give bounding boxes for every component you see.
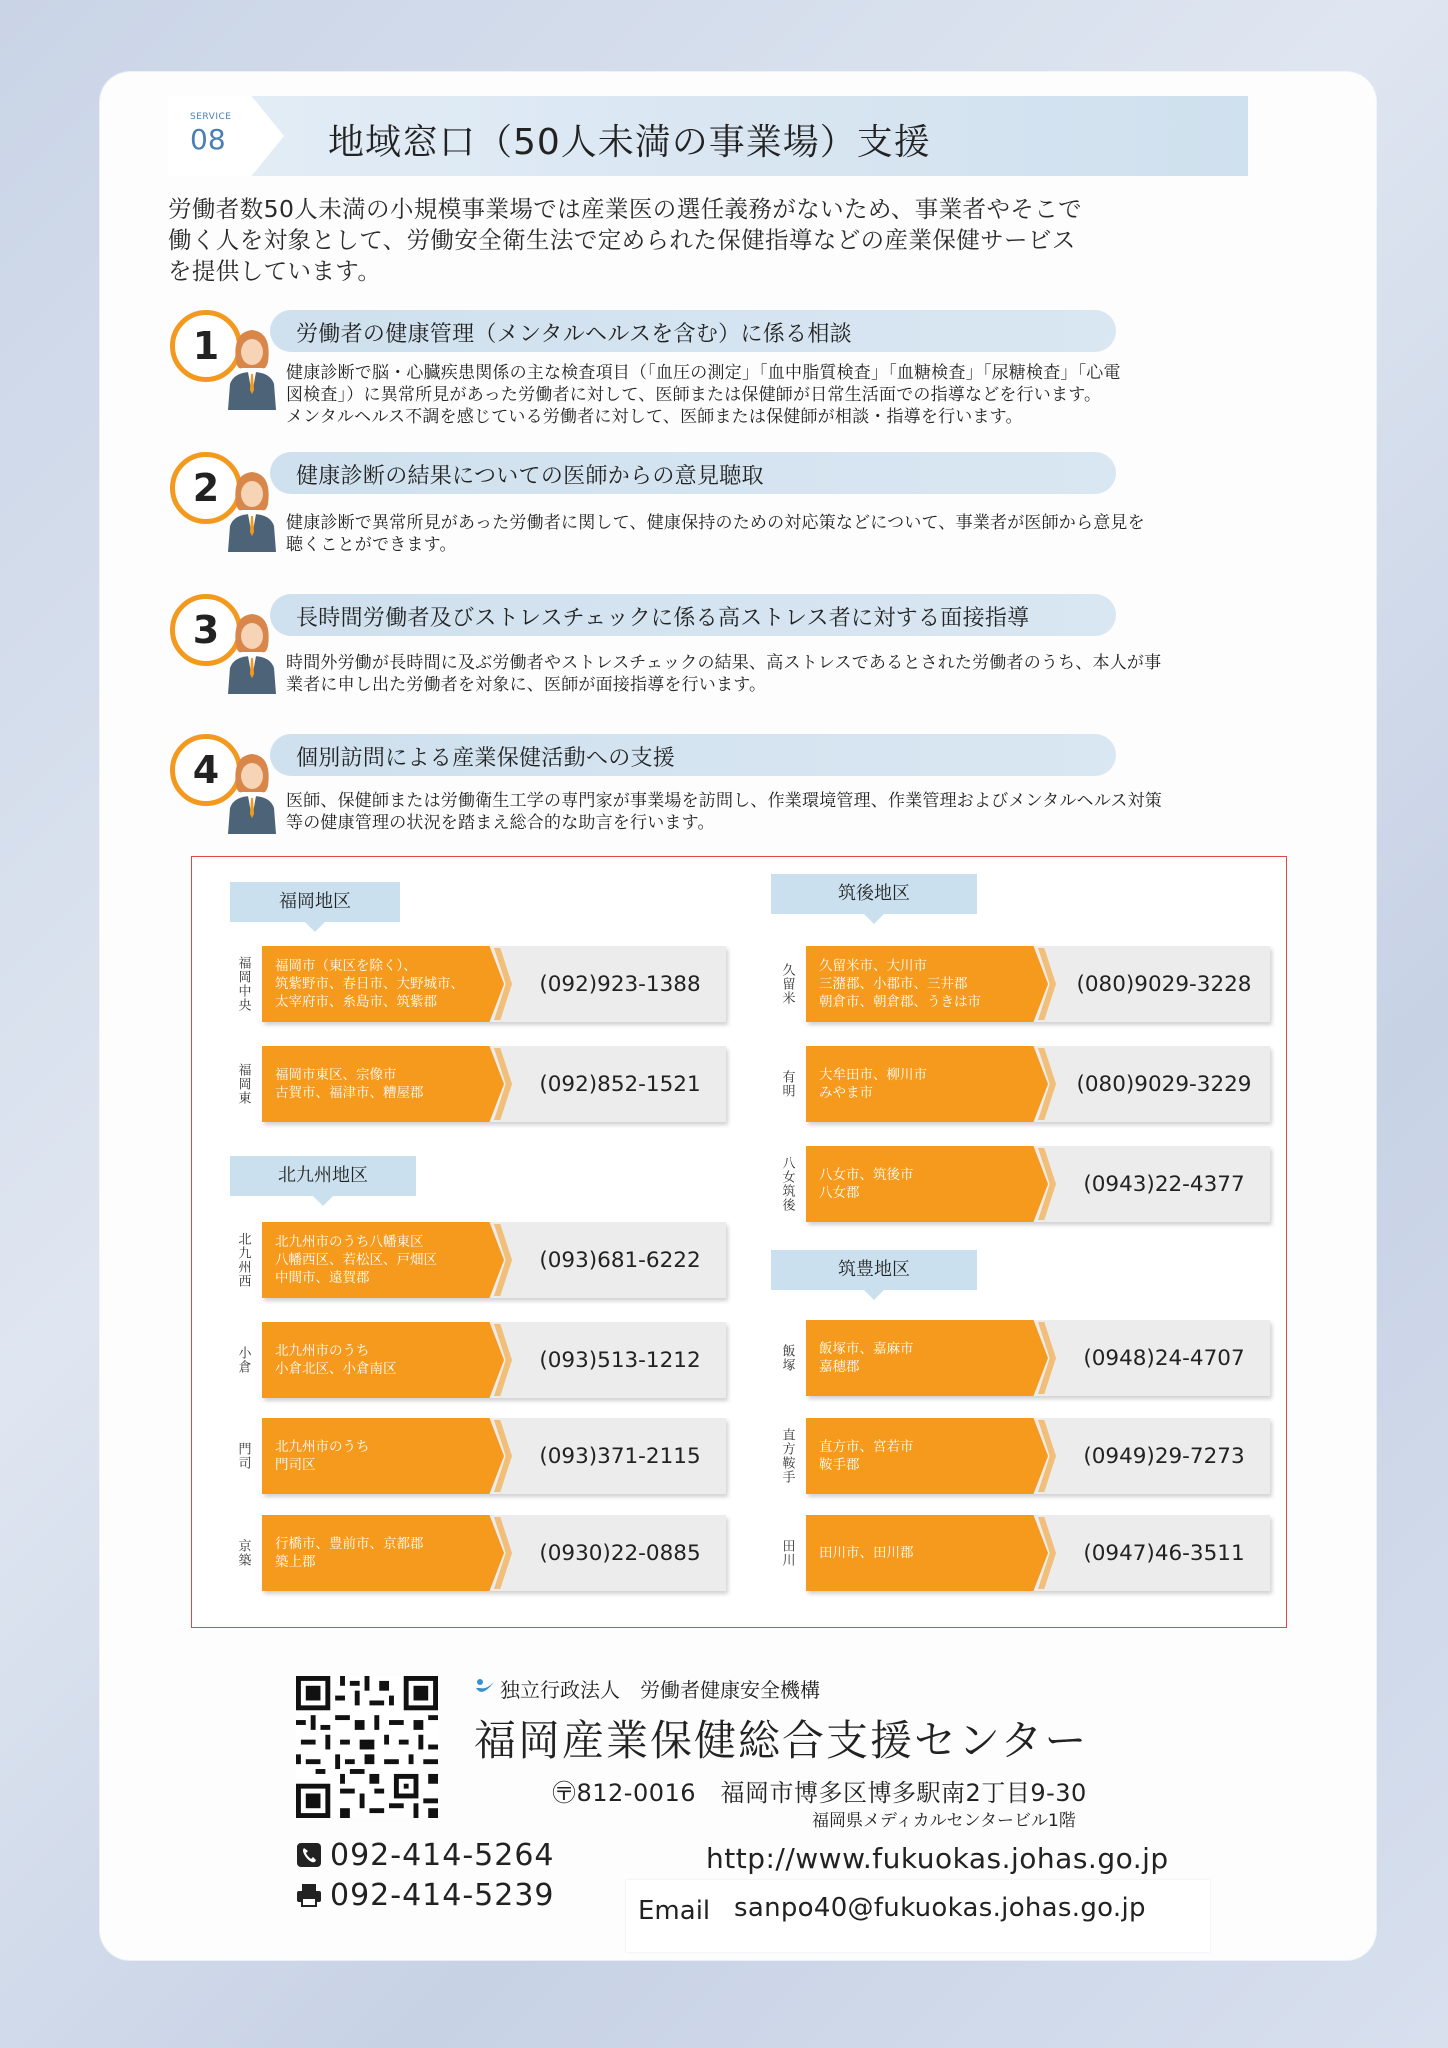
email-address[interactable]: sanpo40@fukuokas.johas.go.jp	[734, 1893, 1146, 1923]
office-row-ariake	[776, 1046, 1276, 1122]
tel-number[interactable]: 092-414-5264	[330, 1838, 555, 1873]
office-phone[interactable]: (080)9029-3228	[1076, 971, 1252, 997]
service-title: 個別訪問による産業保健活動への支援	[296, 746, 676, 771]
service-label: SERVICE	[190, 112, 232, 122]
office-row-fukuoka-chuo	[232, 946, 732, 1022]
qr-code-icon[interactable]	[296, 1676, 438, 1818]
desc-line: 等の健康管理の状況を踏まえ総合的な助言を行います。	[286, 813, 715, 833]
desc-line: 図検査」）に異常所見があった労働者に対して、医師または保健師が日常生活面での指導などを行います。	[286, 385, 1102, 405]
office-label: 京築	[235, 1539, 251, 1567]
office-phone[interactable]: (093)513-1212	[539, 1347, 701, 1373]
office-label: 小倉	[235, 1346, 251, 1374]
office-phone[interactable]: (0948)24-4707	[1083, 1345, 1245, 1371]
page-title: 地域窓口（50人未満の事業場）支援	[328, 122, 931, 163]
office-phone[interactable]: (092)923-1388	[539, 971, 701, 997]
desc-line: 健康診断で脳・心臓疾患関係の主な検査項目（「血圧の測定」「血中脂質検査」「血糖検査」「尿糖検査」「心電	[286, 363, 1121, 383]
service-description	[286, 790, 1286, 834]
tel-row	[296, 1838, 555, 1873]
office-label: 直方鞍手	[779, 1428, 795, 1484]
phone-icon	[296, 1842, 322, 1868]
office-row-fukuoka-higashi	[232, 1046, 732, 1122]
website-link[interactable]: http://www.fukuokas.johas.go.jp	[706, 1842, 1169, 1875]
service-title: 長時間労働者及びストレスチェックに係る高ストレス者に対する面接指導	[296, 606, 1030, 631]
office-phone[interactable]: (0949)29-7273	[1083, 1443, 1245, 1469]
office-phone[interactable]: (093)681-6222	[539, 1247, 701, 1273]
region-header-fukuoka: 福岡地区	[230, 882, 400, 922]
office-row-kokura	[232, 1322, 732, 1398]
intro-line: 働く人を対象として、労働安全衛生法で定められた保健指導などの産業保健サービス	[168, 226, 1076, 254]
email-label: Email	[638, 1896, 711, 1926]
office-row-iizuka	[776, 1320, 1276, 1396]
service-title: 健康診断の結果についての医師からの意見聴取	[296, 464, 764, 489]
office-label: 久留米	[779, 963, 795, 1005]
organization-name: 福岡産業保健総合支援センター	[474, 1716, 1089, 1765]
region-header-kitakyushu: 北九州地区	[230, 1156, 416, 1196]
desc-line: 医師、保健師または労働衛生工学の専門家が事業場を訪問し、作業環境管理、作業管理およびメンタルヘルス対策	[286, 791, 1163, 811]
worker-icon	[222, 466, 282, 552]
office-area: 行橋市、豊前市、京都郡 築上郡	[275, 1536, 424, 1570]
office-row-nogata	[776, 1418, 1276, 1494]
office-area: 北九州市のうち 門司区	[275, 1439, 370, 1473]
desc-line: メンタルヘルス不調を感じている労働者に対して、医師または保健師が相談・指導を行います。	[286, 407, 1023, 427]
fax-row	[296, 1878, 555, 1913]
service-description	[286, 652, 1286, 696]
office-row-moji	[232, 1418, 732, 1494]
desc-line: 業者に申し出た労働者を対象に、医師が面接指導を行います。	[286, 675, 767, 695]
worker-icon	[222, 748, 282, 834]
office-phone[interactable]: (080)9029-3229	[1076, 1071, 1252, 1097]
office-phone[interactable]: (0943)22-4377	[1083, 1171, 1245, 1197]
service-description	[286, 512, 1286, 556]
fax-icon	[296, 1882, 322, 1908]
office-row-yame	[776, 1146, 1276, 1222]
office-row-kitakyushu-nishi	[232, 1222, 732, 1298]
worker-icon	[222, 608, 282, 694]
intro-line: を提供しています。	[168, 257, 382, 285]
office-row-keichiku	[232, 1515, 732, 1591]
worker-icon	[222, 324, 282, 410]
office-label: 福岡東	[235, 1063, 251, 1105]
address-building: 福岡県メディカルセンタービル1階	[812, 1811, 1076, 1831]
service-number: 08	[190, 123, 226, 156]
organization-logo-icon	[474, 1676, 496, 1698]
office-label: 有明	[779, 1070, 795, 1098]
office-area: 直方市、宮若市 鞍手郡	[819, 1439, 914, 1473]
desc-line: 聴くことができます。	[286, 535, 457, 555]
office-row-kurume	[776, 946, 1276, 1022]
office-label: 田川	[779, 1539, 795, 1567]
fax-number[interactable]: 092-414-5239	[330, 1878, 555, 1913]
organization-parent: 独立行政法人 労働者健康安全機構	[500, 1678, 820, 1702]
number-badge: 4	[170, 734, 242, 806]
office-phone[interactable]: (0930)22-0885	[539, 1540, 701, 1566]
number-badge: 1	[170, 310, 242, 382]
region-header-chikuho: 筑豊地区	[771, 1250, 977, 1290]
office-label: 門司	[235, 1442, 251, 1470]
office-label: 飯塚	[779, 1344, 795, 1372]
address-line: 〶812-0016 福岡市博多区博多駅南2丁目9-30	[552, 1779, 1087, 1807]
intro-line: 労働者数50人未満の小規模事業場では産業医の選任義務がないため、事業者やそこで	[168, 195, 1083, 223]
office-area: 八女市、筑後市 八女郡	[819, 1167, 914, 1201]
service-title: 労働者の健康管理（メンタルヘルスを含む）に係る相談	[296, 322, 852, 347]
number-badge: 2	[170, 452, 242, 524]
office-phone[interactable]: (0947)46-3511	[1083, 1540, 1245, 1566]
office-phone[interactable]: (093)371-2115	[539, 1443, 701, 1469]
service-description	[286, 362, 1286, 428]
office-area: 福岡市東区、宗像市 古賀市、福津市、糟屋郡	[275, 1067, 424, 1101]
office-row-tagawa	[776, 1515, 1276, 1591]
office-area: 飯塚市、嘉麻市 嘉穂郡	[819, 1341, 914, 1375]
office-phone[interactable]: (092)852-1521	[539, 1071, 701, 1097]
region-header-chikugo: 筑後地区	[771, 874, 977, 914]
number-badge: 3	[170, 594, 242, 666]
office-area: 北九州市のうち八幡東区 八幡西区、若松区、戸畑区 中間市、遠賀郡	[275, 1234, 437, 1286]
office-label: 北九州西	[235, 1232, 251, 1288]
office-label: 福岡中央	[235, 956, 251, 1012]
office-area: 田川市、田川郡	[819, 1545, 914, 1561]
office-area: 北九州市のうち 小倉北区、小倉南区	[275, 1343, 397, 1377]
office-area: 大牟田市、柳川市 みやま市	[819, 1067, 927, 1101]
office-area: 久留米市、大川市 三潴郡、小郡市、三井郡 朝倉市、朝倉郡、うきは市	[819, 958, 981, 1010]
office-label: 八女筑後	[779, 1156, 795, 1212]
intro-text	[168, 194, 1228, 287]
office-area: 福岡市（東区を除く）、 筑紫野市、春日市、大野城市、 太宰府市、糸島市、筑紫郡	[275, 958, 464, 1010]
desc-line: 時間外労働が長時間に及ぶ労働者やストレスチェックの結果、高ストレスであるとされた労働者のうち、本人が事	[286, 653, 1162, 673]
desc-line: 健康診断で異常所見があった労働者に関して、健康保持のための対応策などについて、事業者が医師から意見を	[286, 513, 1145, 533]
